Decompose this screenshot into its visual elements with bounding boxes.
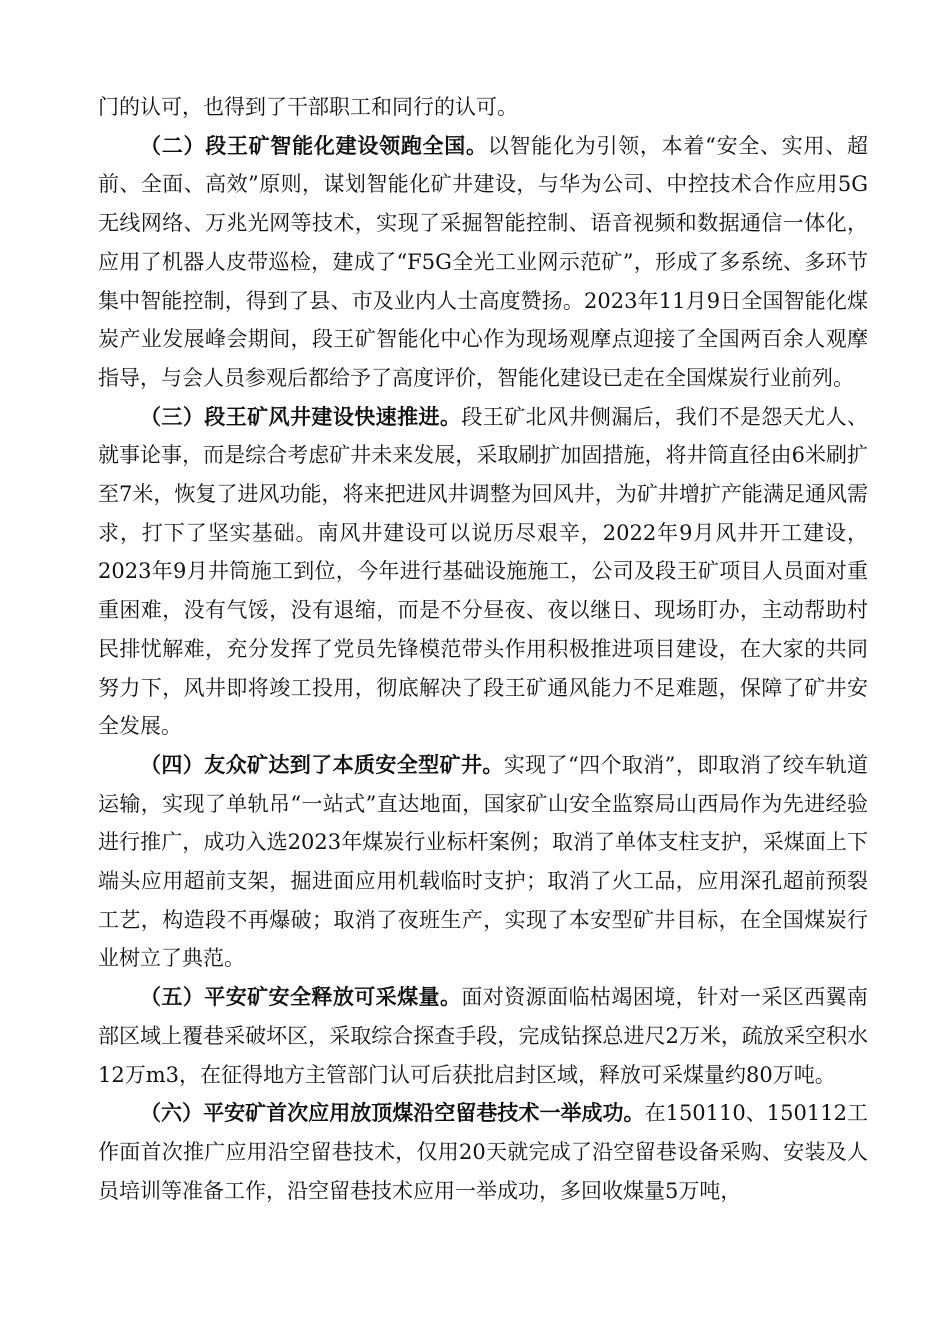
section-heading: （五）平安矿安全释放可采煤量。 bbox=[140, 984, 462, 1010]
paragraph-text: 面对资源面临枯竭困境，针对一采区西翼南部区域上覆巷采破坏区，采取综合探查手段，完成钻探总进尺2万米，疏放采空积水12万m3，在征得地方主管部门认可后获批启封区域，释放可采煤量约80万吨。 bbox=[98, 985, 869, 1087]
section-heading: （四）友众矿达到了本质安全型矿井。 bbox=[140, 751, 504, 777]
paragraph-text: 以智能化为引领，本着“安全、实用、超前、全面、高效”原则，谋划智能化矿井建设，与华为公司、中控技术合作应用5G无线网络、万兆光网等技术，实现了采掘智能控制、语音视频和数据通信一体化，应用了机器人皮带巡检，建成了“F5G全光工业网示范矿”，形成了多系统、多环节集中智能控制，得到了县、市及业内人士高度赞扬。2023年11月9日全国智能化煤炭产业发展峰会期间，段王矿智能化中心作为现场观摩点迎接了全国两百余人观摩指导，与会人员参观后都给予了高度评价，智能化建设已走在全国煤炭行业前列。 bbox=[98, 133, 869, 390]
paragraph-section-5 bbox=[98, 978, 868, 1094]
paragraph-section-2 bbox=[98, 127, 868, 398]
paragraph-section-6 bbox=[98, 1094, 868, 1210]
paragraph-text: 门的认可，也得到了干部职工和同行的认可。 bbox=[98, 95, 518, 119]
paragraph-text: 在150110、150112工作面首次推广应用沿空留巷技术，仅用20天就完成了沿空留巷设备采购、安装及人员培训等准备工作，沿空留巷技术应用一举成功，多回收煤量5万吨， bbox=[98, 1101, 868, 1203]
paragraph-section-3 bbox=[98, 398, 868, 746]
section-heading: （二）段王矿智能化建设领跑全国。 bbox=[140, 132, 488, 158]
section-heading: （三）段王矿风井建设快速推进。 bbox=[140, 403, 462, 429]
paragraph-continuation bbox=[98, 88, 868, 127]
section-heading: （六）平安矿首次应用放顶煤沿空留巷技术一举成功。 bbox=[140, 1100, 645, 1126]
paragraph-text: 实现了“四个取消”，即取消了绞车轨道运输，实现了单轨吊“一站式”直达地面，国家矿山安全监察局山西局作为先进经验进行推广，成功入选2023年煤炭行业标杆案例；取消了单体支柱支护，采煤面上下端头应用超前支架，掘进面应用机载临时支护；取消了火工品，应用深孔超前预裂工艺，构造段不再爆破；取消了夜班生产，实现了本安型矿井目标，在全国煤炭行业树立了典范。 bbox=[98, 752, 868, 971]
document-page bbox=[98, 88, 868, 1210]
paragraph-text: 段王矿北风井侧漏后，我们不是怨天尤人、就事论事，而是综合考虑矿井未来发展，采取刷扩加固措施，将井筒直径由6米刷扩至7米，恢复了进风功能，将来把进风井调整为回风井，为矿井增扩产能满足通风需求，打下了坚实基础。南风井建设可以说历尽艰辛，2022年9月风井开工建设，2023年9月井筒施工到位，今年进行基础设施施工，公司及段王矿项目人员面对重重困难，没有气馁，没有退缩，而是不分昼夜、夜以继日、现场盯办，主动帮助村民排忧解难，充分发挥了党员先锋模范带头作用积极推进项目建设，在大家的共同努力下，风井即将竣工投用，彻底解决了段王矿通风能力不足难题，保障了矿井安全发展。 bbox=[98, 404, 869, 739]
paragraph-section-4 bbox=[98, 746, 868, 978]
